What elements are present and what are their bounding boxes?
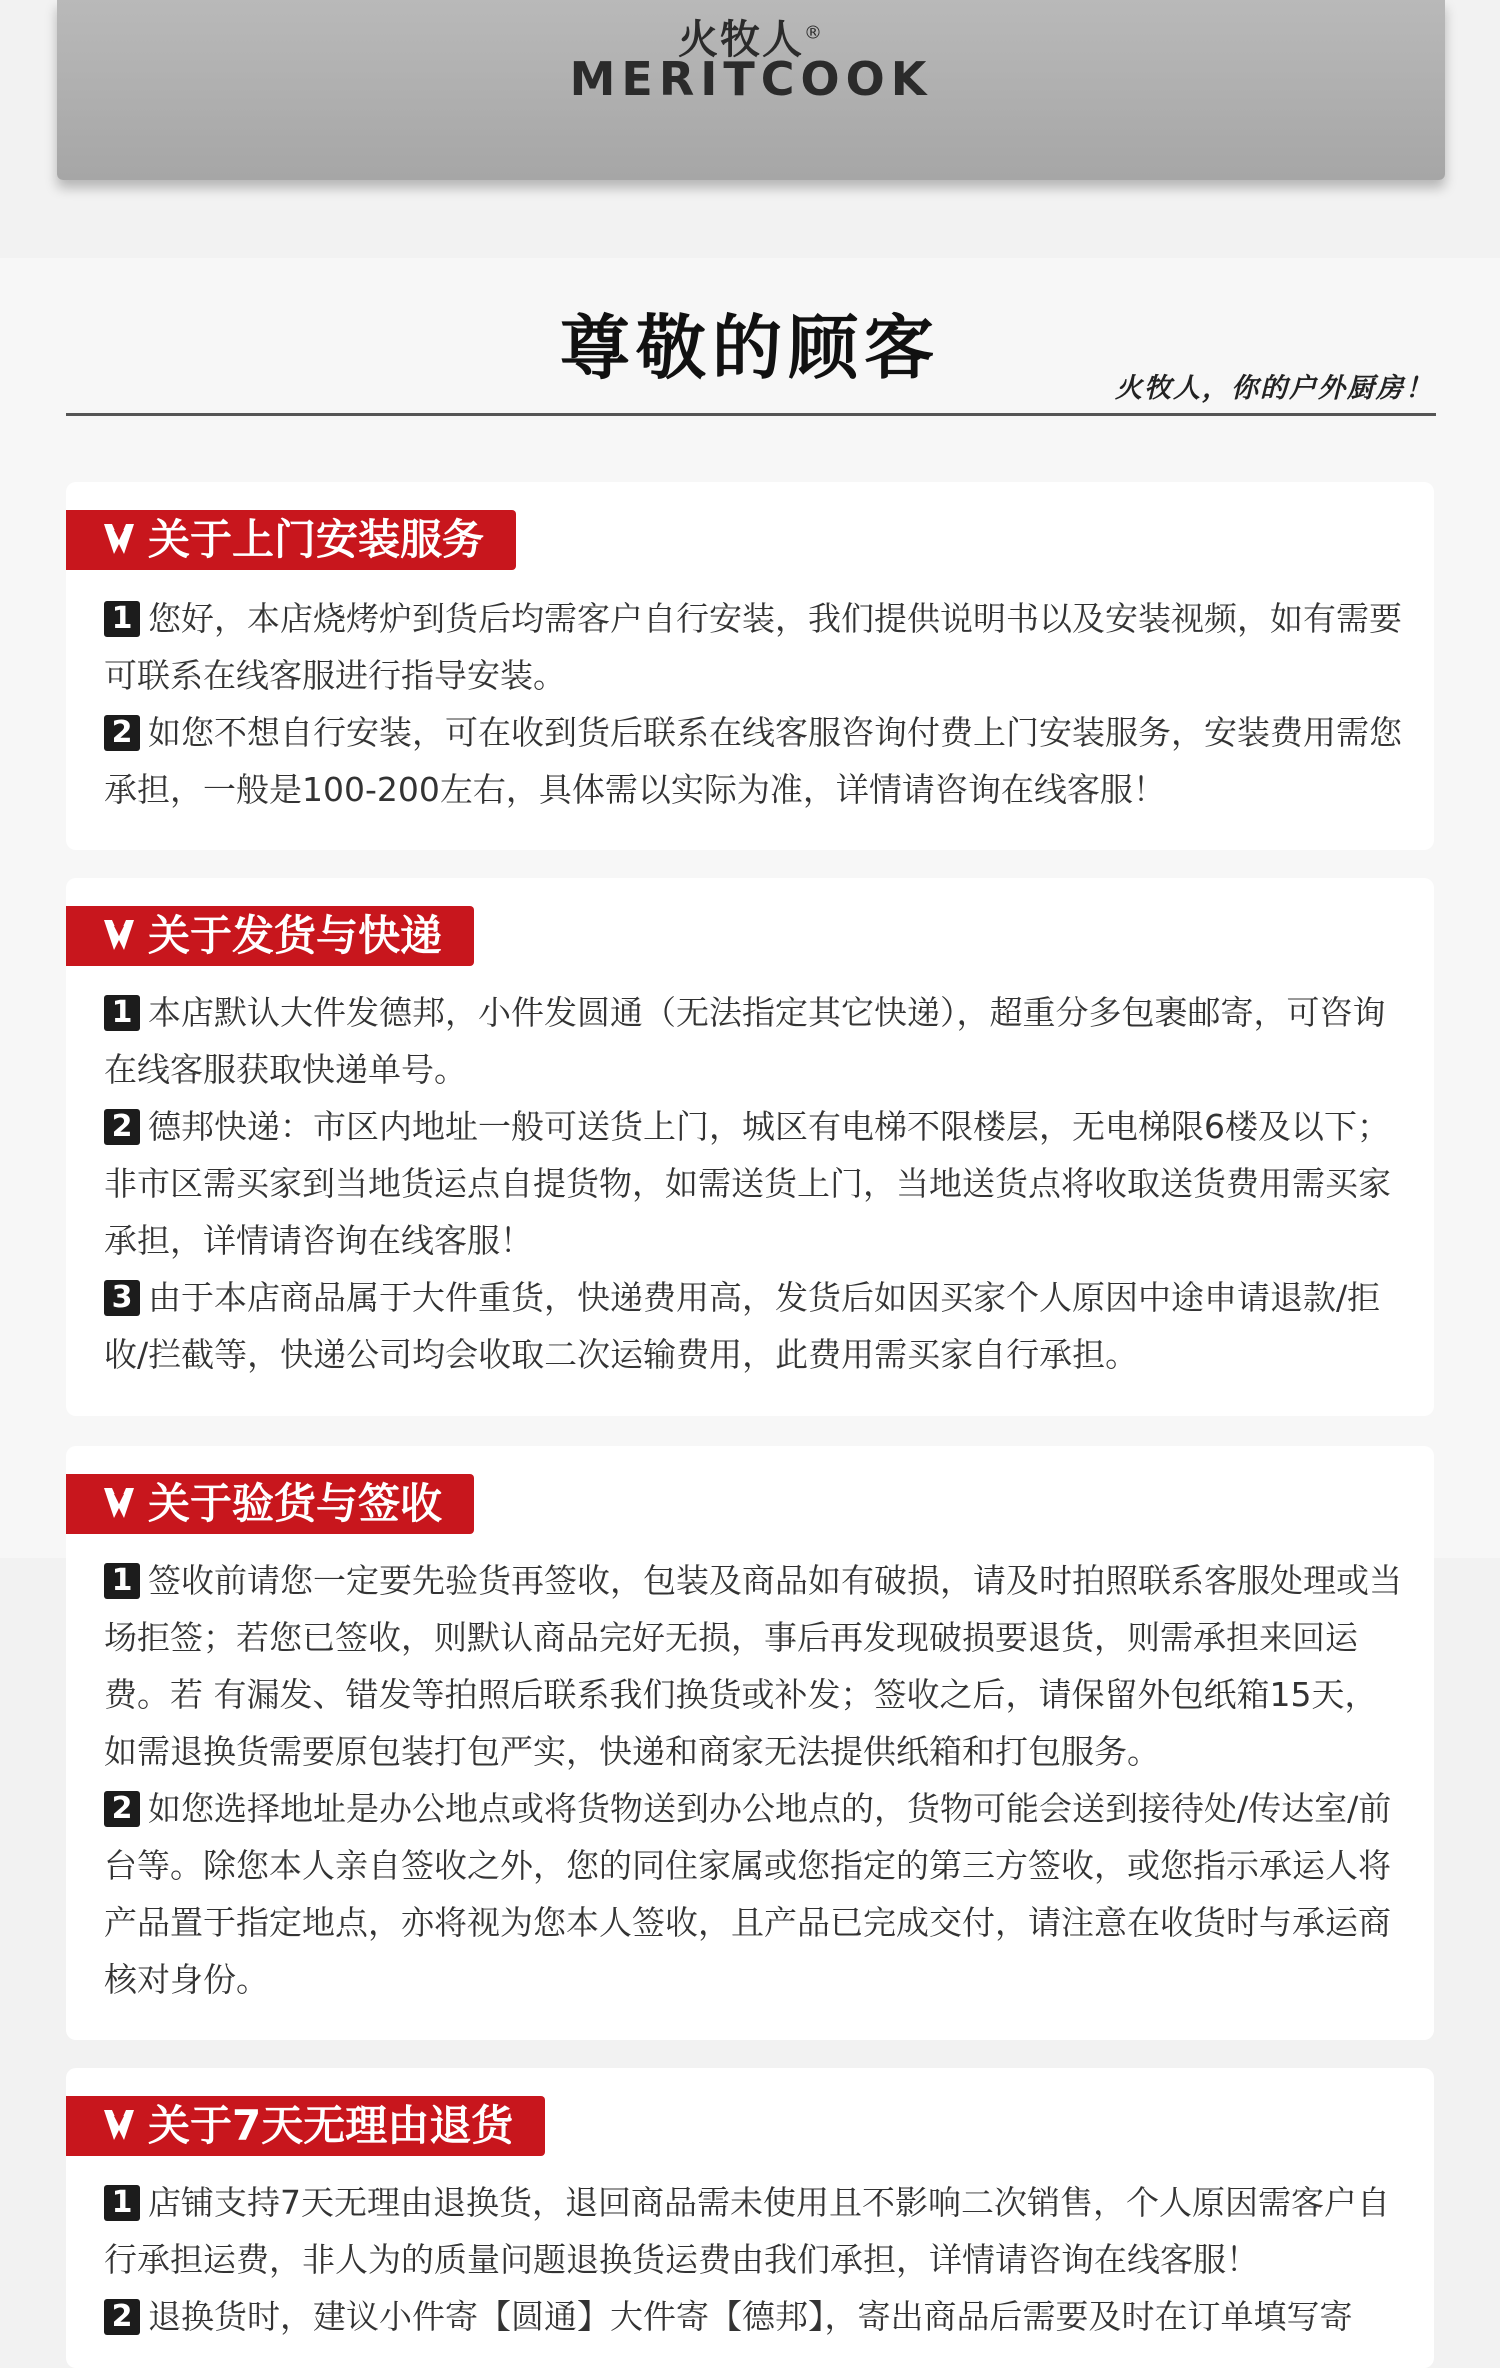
product-banner — [57, 0, 1445, 180]
section-body — [104, 984, 1404, 1383]
brand-mark-icon — [102, 520, 136, 558]
list-item — [104, 1552, 1404, 1780]
list-item — [104, 1098, 1404, 1269]
item-text: 退换货时，建议小件寄【圆通】大件寄【德邦】，寄出商品后需要及时在订单填写寄 — [148, 2297, 1353, 2336]
divider — [66, 413, 1436, 416]
number-badge: 3 — [104, 1280, 140, 1316]
section-card-inspection — [66, 1446, 1434, 2040]
item-text: 如您选择地址是办公地点或将货物送到办公地点的，货物可能会送到接待处/传达室/前台等。除您本人亲自签收之外，您的同住家属或您指定的第三方签收，或您指示承运人将产品置于指定地点，亦将视为您本人签收，且产品已完成交付，请注意在收货时与承运商核对身份。 — [104, 1789, 1392, 1999]
brand-mark-icon — [102, 916, 136, 954]
section-title: 关于验货与签收 — [148, 1479, 443, 1528]
brand-mark-icon — [102, 2106, 136, 2144]
section-title: 关于7天无理由退货 — [148, 2101, 514, 2150]
section-tag — [66, 510, 516, 570]
number-badge: 2 — [104, 1109, 140, 1145]
item-text: 店铺支持7天无理由退换货，退回商品需未使用且不影响二次销售，个人原因需客户自行承担运费，非人为的质量问题退换货运费由我们承担，详情请咨询在线客服！ — [104, 2183, 1390, 2279]
list-item — [104, 1269, 1404, 1383]
list-item — [104, 1780, 1404, 2008]
number-badge: 2 — [104, 2299, 140, 2335]
number-badge: 2 — [104, 715, 140, 751]
section-title: 关于上门安装服务 — [148, 515, 485, 564]
section-card-returns — [66, 2068, 1434, 2368]
list-item — [104, 2174, 1404, 2288]
number-badge: 1 — [104, 2185, 140, 2221]
section-tag — [66, 906, 474, 966]
list-item — [104, 2288, 1404, 2345]
slogan: 火牧人，你的户外厨房！ — [1115, 373, 1434, 404]
item-text: 德邦快递：市区内地址一般可送货上门，城区有电梯不限楼层，无电梯限6楼及以下；非市区需买家到当地货运点自提货物，如需送货上门，当地送货点将收取送货费用需买家承担，详情请咨询在线客服！ — [104, 1107, 1391, 1260]
brand-mark-icon — [102, 1484, 136, 1522]
number-badge: 1 — [104, 601, 140, 637]
section-tag — [66, 2096, 545, 2156]
list-item — [104, 984, 1404, 1098]
number-badge: 2 — [104, 1791, 140, 1827]
item-text: 本店默认大件发德邦，小件发圆通（无法指定其它快递），超重分多包裹邮寄，可咨询在线客服获取快递单号。 — [104, 993, 1386, 1089]
list-item — [104, 590, 1404, 704]
brand-logo-en: MERITCOOK — [569, 52, 933, 106]
section-card-installation — [66, 482, 1434, 850]
item-text: 由于本店商品属于大件重货，快递费用高，发货后如因买家个人原因中途申请退款/拒收/拦截等，快递公司均会收取二次运输费用，此费用需买家自行承担。 — [104, 1278, 1381, 1374]
number-badge: 1 — [104, 1563, 140, 1599]
item-text: 您好，本店烧烤炉到货后均需客户自行安装，我们提供说明书以及安装视频，如有需要可联系在线客服进行指导安装。 — [104, 599, 1402, 695]
page-title: 尊敬的顾客 — [560, 307, 940, 389]
item-text: 如您不想自行安装，可在收到货后联系在线客服咨询付费上门安装服务，安装费用需您承担，一般是100-200左右，具体需以实际为准，详情请咨询在线客服！ — [104, 713, 1402, 809]
section-body — [104, 590, 1404, 818]
brand-logo-cn: 火牧人® — [678, 17, 824, 63]
section-tag — [66, 1474, 474, 1534]
item-text: 签收前请您一定要先验货再签收，包装及商品如有破损，请及时拍照联系客服处理或当场拒签；若您已签收，则默认商品完好无损，事后再发现破损要退货，则需承担来回运费。若 有漏发、错发等拍照后联系我们换货或补发；签收之后，请保留外包纸箱15天，如需退换货需要原包装打包严实，快递和商家无法提供纸箱和打包服务。 — [104, 1561, 1402, 1771]
section-card-shipping — [66, 878, 1434, 1416]
section-body — [104, 1552, 1404, 2008]
section-body — [104, 2174, 1404, 2345]
number-badge: 1 — [104, 995, 140, 1031]
list-item — [104, 704, 1404, 818]
section-title: 关于发货与快递 — [148, 911, 443, 960]
